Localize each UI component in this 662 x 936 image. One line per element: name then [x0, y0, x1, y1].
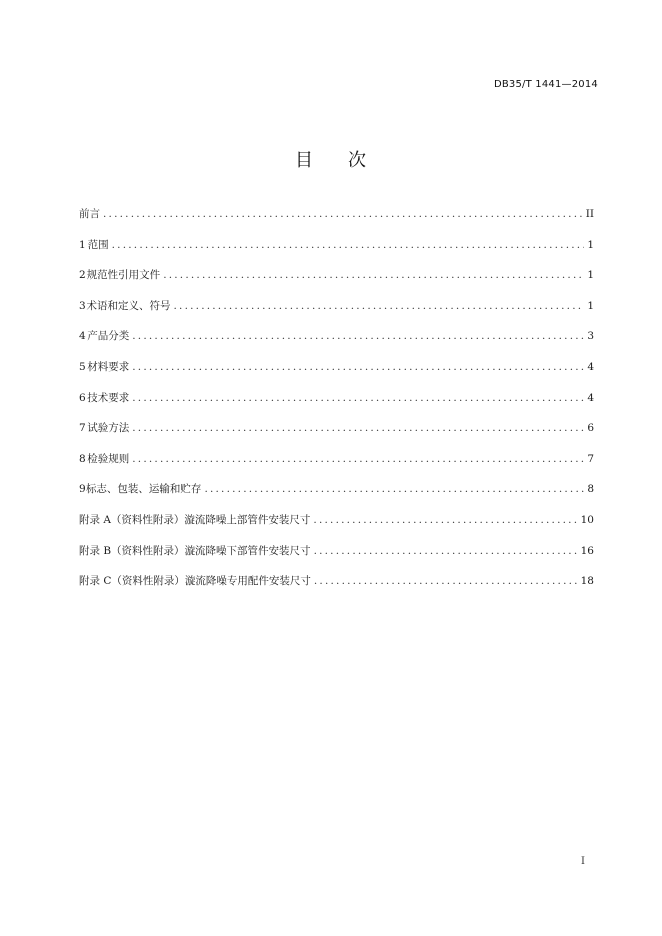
toc-entry-page: II	[585, 208, 594, 220]
dot-leader	[313, 512, 577, 528]
document-code: DB35/T 1441—2014	[493, 79, 598, 90]
toc-entry-page: 7	[587, 452, 594, 465]
dot-leader	[163, 267, 584, 283]
toc-entry-appendix-b[interactable]	[79, 543, 594, 574]
toc-entry-label: 标志、包装、运输和贮存	[85, 483, 202, 496]
dot-leader	[112, 237, 585, 253]
page-title	[0, 146, 662, 172]
toc-entry-technical-requirements[interactable]	[79, 390, 594, 421]
toc-entry-label: 前言	[79, 208, 100, 220]
toc-entry-label: 漩流降噪下部管件安装尺寸	[184, 544, 311, 557]
toc-entry-number: 5	[79, 360, 86, 373]
toc-entry-label: 规范性引用文件	[86, 269, 161, 282]
toc-entry-label: 范围	[87, 238, 109, 251]
toc-entry-page: 1	[587, 269, 594, 282]
toc-entry-page: 8	[587, 483, 594, 496]
dot-leader	[314, 543, 578, 559]
dot-leader	[132, 390, 584, 406]
toc-entry-marking-packaging[interactable]	[79, 481, 594, 512]
toc-entry-page: 18	[580, 575, 594, 588]
dot-leader	[314, 573, 578, 589]
dot-leader	[132, 451, 584, 467]
toc-entry-number: 3	[79, 299, 86, 312]
toc-entry-label: 技术要求	[87, 391, 130, 404]
toc-entry-page: 4	[587, 391, 594, 404]
toc-entry-number: 7	[79, 422, 86, 435]
toc-entry-terms-definitions[interactable]	[79, 298, 594, 329]
toc-entry-material-requirements[interactable]	[79, 359, 594, 390]
toc-entry-appendix-c[interactable]	[79, 573, 594, 604]
toc-entry-label: 检验规则	[87, 452, 130, 465]
toc-entry-label: 产品分类	[87, 330, 130, 343]
appendix-tag: 附录 A（资料性附录）	[79, 513, 185, 526]
table-of-contents	[79, 206, 594, 604]
toc-entry-label: 术语和定义、符号	[86, 299, 171, 312]
dot-leader	[204, 481, 584, 497]
appendix-tag: 附录 B（资料性附录）	[79, 544, 185, 557]
toc-entry-page: 16	[580, 544, 594, 557]
toc-entry-page: 3	[587, 330, 594, 343]
toc-entry-normative-references[interactable]	[79, 267, 594, 298]
toc-entry-label: 材料要求	[87, 360, 130, 373]
toc-entry-appendix-a[interactable]	[79, 512, 594, 543]
toc-entry-scope[interactable]	[79, 237, 594, 268]
toc-entry-number: 2	[79, 269, 86, 282]
toc-entry-label: 试验方法	[87, 422, 130, 435]
toc-entry-page: 1	[587, 238, 594, 251]
title-char-2: 次	[348, 150, 367, 171]
dot-leader	[103, 206, 583, 222]
toc-entry-product-classification[interactable]	[79, 328, 594, 359]
toc-entry-test-methods[interactable]	[79, 420, 594, 451]
toc-entry-number: 9	[79, 483, 86, 496]
toc-entry-label: 漩流降噪上部管件安装尺寸	[184, 513, 311, 526]
toc-entry-page: 10	[580, 513, 594, 526]
toc-entry-number: 1	[79, 238, 86, 251]
toc-entry-page: 1	[587, 299, 594, 312]
toc-entry-foreword[interactable]	[79, 206, 594, 237]
toc-entry-page: 6	[587, 422, 594, 435]
dot-leader	[174, 298, 585, 314]
toc-entry-number: 6	[79, 391, 86, 404]
toc-entry-label: 漩流降噪专用配件安装尺寸	[184, 575, 311, 588]
page-number: I	[581, 856, 585, 867]
dot-leader	[132, 359, 584, 375]
dot-leader	[132, 420, 584, 436]
toc-entry-number: 8	[79, 452, 86, 465]
dot-leader	[132, 328, 584, 344]
toc-entry-page: 4	[587, 360, 594, 373]
toc-entry-number: 4	[79, 330, 86, 343]
title-char-1: 目	[295, 150, 314, 171]
appendix-tag: 附录 C（资料性附录）	[79, 575, 185, 588]
toc-entry-inspection-rules[interactable]	[79, 451, 594, 482]
